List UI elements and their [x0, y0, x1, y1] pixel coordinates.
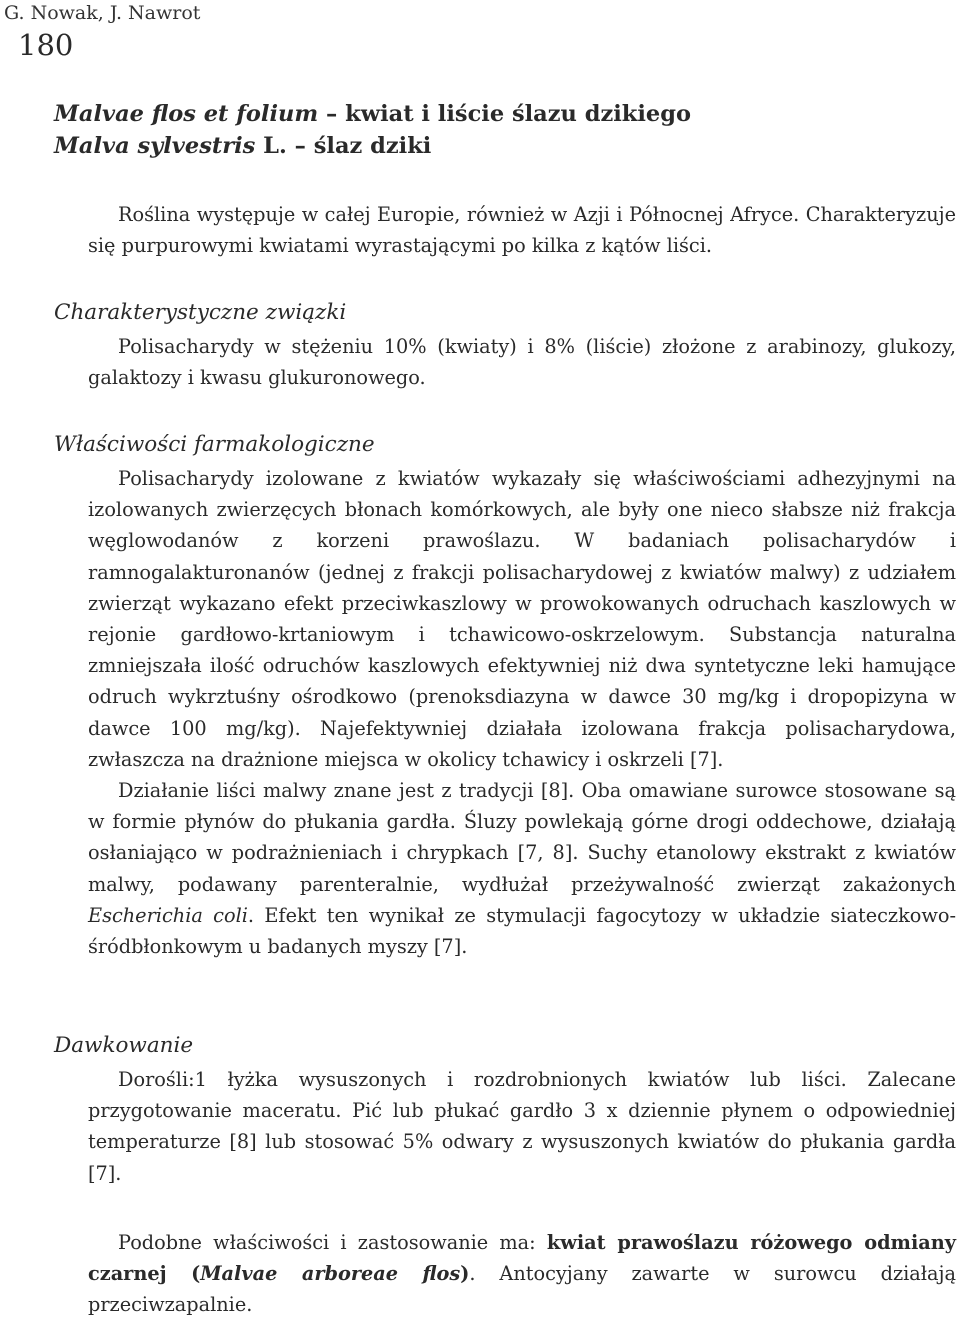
similar-bold: kwiat prawoślazu różowego odmiany czarnej (Malvae arboreae flos) [88, 1231, 956, 1286]
compounds-heading: Charakterystyczne związki [54, 300, 347, 325]
pharmacology-paragraph-1: Polisacharydy izolowane z kwiatów wykazały się właściwościami adhezyjnymi na izolowanych zwierzęcych błonach komórkowych, ale były one nieco słabsze niż frakcja węglowodanów z korzeni prawoślazu. W badaniach polisacharydów i ramnogalakturonanów (jednej z frakcji polisacharydowej z kwiatów malwy) z udziałem zwierząt wykazano efekt przeciwkaszlowy w prowokowanych odruchach kaszlowych w rejonie gardłowo-krtaniowym i tchawicowo-oskrzelowym. Substancja naturalna zmniejszała ilość odruchów kaszlowych efektywniej niż dwa syntetyczne leki hamujące odruch wykrztuśny ośrodkowo (prenoksdiazyna w dawce 30 mg/kg i dropopizyna w dawce 100 mg/kg). Najefektywniej działała izolowana frakcja polisacharydowa, zwłaszcza na drażnione miejsca w okolicy tchawicy i oskrzeli [7]. [88, 467, 956, 771]
page-number: 180 [18, 28, 74, 62]
title-polish-name: – kwiat i liście ślazu dzikiego [318, 101, 691, 127]
dosage-paragraph: Dorośli:1 łyżka wysuszonych i rozdrobnionych kwiatów lub liści. Zalecane przygotowanie maceratu. Pić lub płukać gardło 3 x dziennie płynem o odpowiedniej temperaturze [8] lub stosować 5% odwary z wysuszonych kwiatów do płukania gardła [7]. [88, 1068, 956, 1185]
intro-paragraph: Roślina występuje w całej Europie, również w Azji i Północnej Afryce. Charakteryzuje się purpurowymi kwiatami wyrastającymi po kilka z kątów liści. [88, 203, 956, 258]
title-latin-name: Malvae flos et folium [54, 101, 319, 127]
similar-paragraph: Podobne właściwości i zastosowanie ma: kwiat prawoślazu różowego odmiany czarnej (Malvae arboreae flos). Antocyjany zawarte w surowcu działają przeciwzapalnie. [88, 1231, 956, 1317]
species-name: Escherichia coli [88, 903, 248, 927]
running-header: G. Nowak, J. Nawrot [4, 2, 201, 24]
article-title [54, 98, 691, 162]
pharmacology-body [88, 463, 956, 962]
title-species-rest: L. – ślaz dziki [255, 133, 432, 159]
compounds-paragraph: Polisacharydy w stężeniu 10% (kwiaty) i 8% (liście) złożone z arabinozy, glukozy, galaktozy i kwasu glukuronowego. [88, 335, 956, 390]
title-line-1 [54, 98, 691, 130]
similar-latin: Malvae arboreae flos [200, 1262, 461, 1286]
pharmacology-paragraph-2: Działanie liści malwy znane jest z tradycji [8]. Oba omawiane surowce stosowane są w formie płynów do płukania gardła. Śluzy powlekają górne drogi oddechowe, działają osłaniająco w podrażnieniach i chrypkach [7, 8]. Suchy etanolowy ekstrakt z kwiatów malwy, podawany parenteralnie, wydłużał przeżywalność zwierząt zakażonych Escherichia coli. Efekt ten wynikał ze stymulacji fagocytozy w układzie siateczkowo-śródbłonkowym u badanych myszy [7]. [88, 779, 957, 959]
title-line-2 [54, 130, 691, 162]
dosage-heading: Dawkowanie [54, 1033, 194, 1058]
pharmacology-heading: Właściwości farmakologiczne [54, 432, 375, 457]
title-species-name: Malva sylvestris [54, 133, 256, 159]
